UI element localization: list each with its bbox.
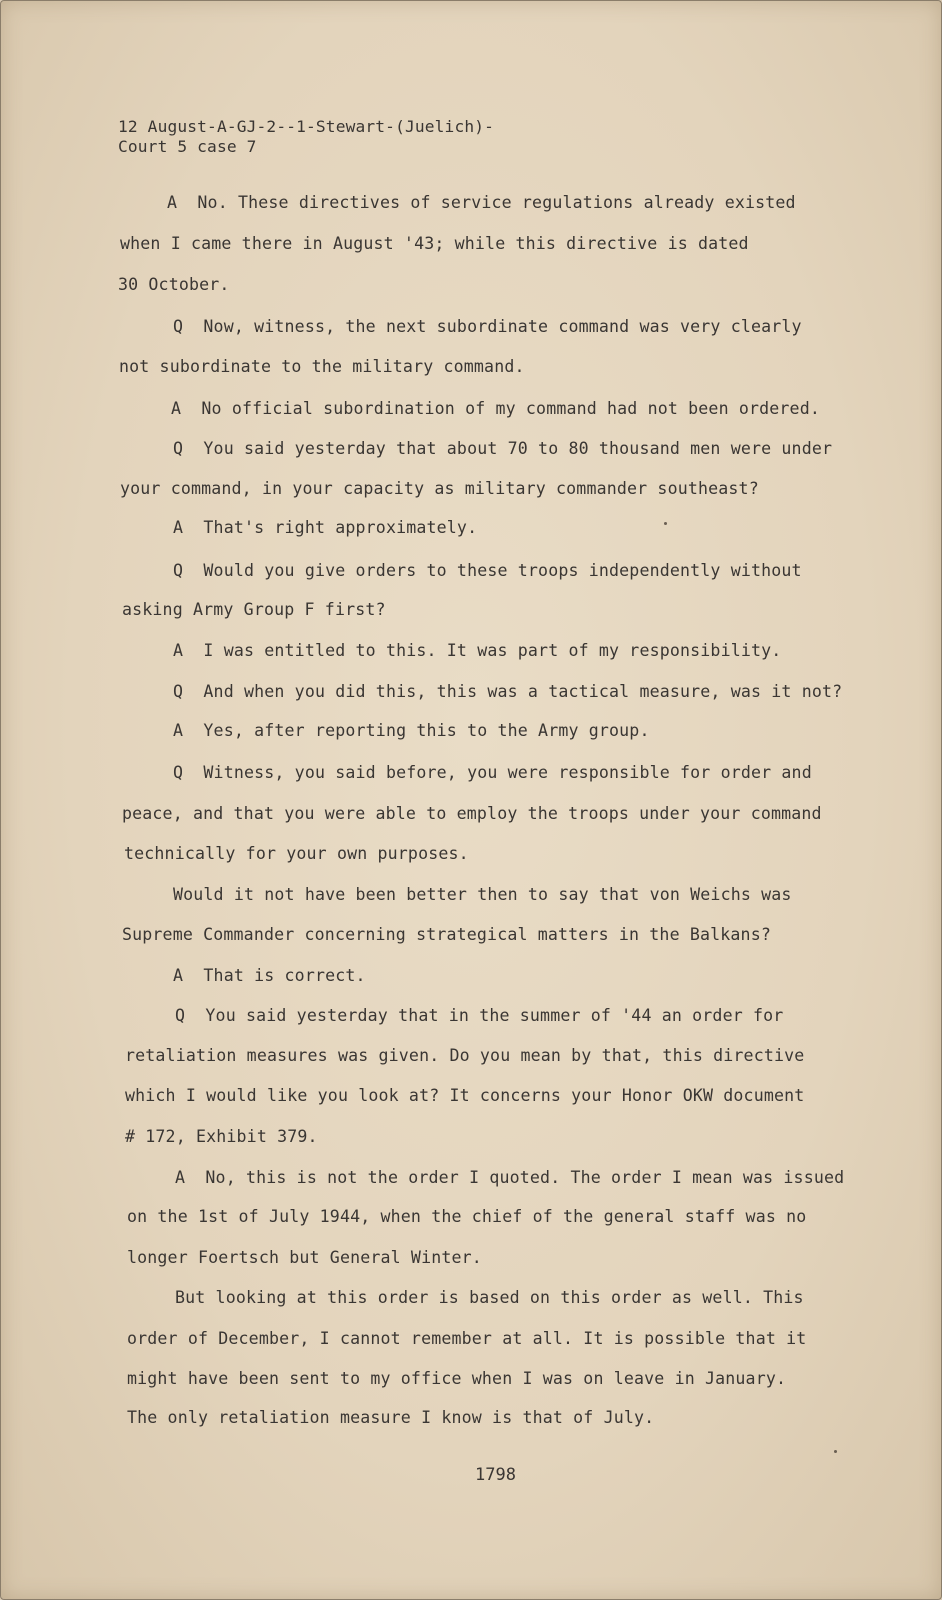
body-line: peace, and that you were able to employ the troops under your command bbox=[122, 804, 822, 823]
header-line-2: Court 5 case 7 bbox=[118, 137, 257, 156]
header-line-1: 12 August-A-GJ-2--1-Stewart-(Juelich)- bbox=[118, 117, 495, 136]
body-line: # 172, Exhibit 379. bbox=[125, 1127, 318, 1146]
paper-speck bbox=[834, 1450, 837, 1453]
body-line: A No official subordination of my command had not been ordered. bbox=[171, 399, 820, 418]
body-line: Q And when you did this, this was a tactical measure, was it not? bbox=[173, 682, 843, 701]
paper-speck bbox=[664, 522, 667, 525]
body-line: A I was entitled to this. It was part of my responsibility. bbox=[173, 641, 782, 660]
body-line: 30 October. bbox=[118, 275, 230, 294]
body-line: longer Foertsch but General Winter. bbox=[127, 1248, 482, 1267]
body-line: Q You said yesterday that about 70 to 80 thousand men were under bbox=[173, 439, 833, 458]
body-line: which I would like you look at? It concerns your Honor OKW document bbox=[125, 1086, 805, 1105]
body-line: A No, this is not the order I quoted. The order I mean was issued bbox=[175, 1168, 845, 1187]
body-line: Q Now, witness, the next subordinate command was very clearly bbox=[173, 317, 802, 336]
body-line: But looking at this order is based on this order as well. This bbox=[175, 1288, 804, 1307]
body-line: A Yes, after reporting this to the Army group. bbox=[173, 721, 650, 740]
body-line: Supreme Commander concerning strategical matters in the Balkans? bbox=[122, 925, 771, 944]
body-line: Q You said yesterday that in the summer of '44 an order for bbox=[175, 1006, 784, 1025]
body-line: Q Would you give orders to these troops independently without bbox=[173, 561, 802, 580]
body-line: on the 1st of July 1944, when the chief of the general staff was no bbox=[127, 1207, 807, 1226]
body-line: A That is correct. bbox=[173, 966, 366, 985]
body-line: Q Witness, you said before, you were responsible for order and bbox=[173, 763, 812, 782]
body-line: your command, in your capacity as military commander southeast? bbox=[120, 479, 759, 498]
body-line: A No. These directives of service regulations already existed bbox=[167, 193, 796, 212]
page-number: 1798 bbox=[475, 1465, 516, 1485]
body-line: A That's right approximately. bbox=[173, 518, 478, 537]
body-line: might have been sent to my office when I was on leave in January. bbox=[127, 1369, 787, 1388]
body-line: not subordinate to the military command. bbox=[119, 357, 525, 376]
body-line: asking Army Group F first? bbox=[122, 600, 386, 619]
body-line: Would it not have been better then to say that von Weichs was bbox=[173, 885, 792, 904]
body-line: The only retaliation measure I know is that of July. bbox=[127, 1408, 655, 1427]
body-line: order of December, I cannot remember at all. It is possible that it bbox=[127, 1329, 807, 1348]
body-line: retaliation measures was given. Do you mean by that, this directive bbox=[125, 1046, 805, 1065]
body-line: when I came there in August '43; while this directive is dated bbox=[120, 234, 749, 253]
body-line: technically for your own purposes. bbox=[124, 844, 469, 863]
